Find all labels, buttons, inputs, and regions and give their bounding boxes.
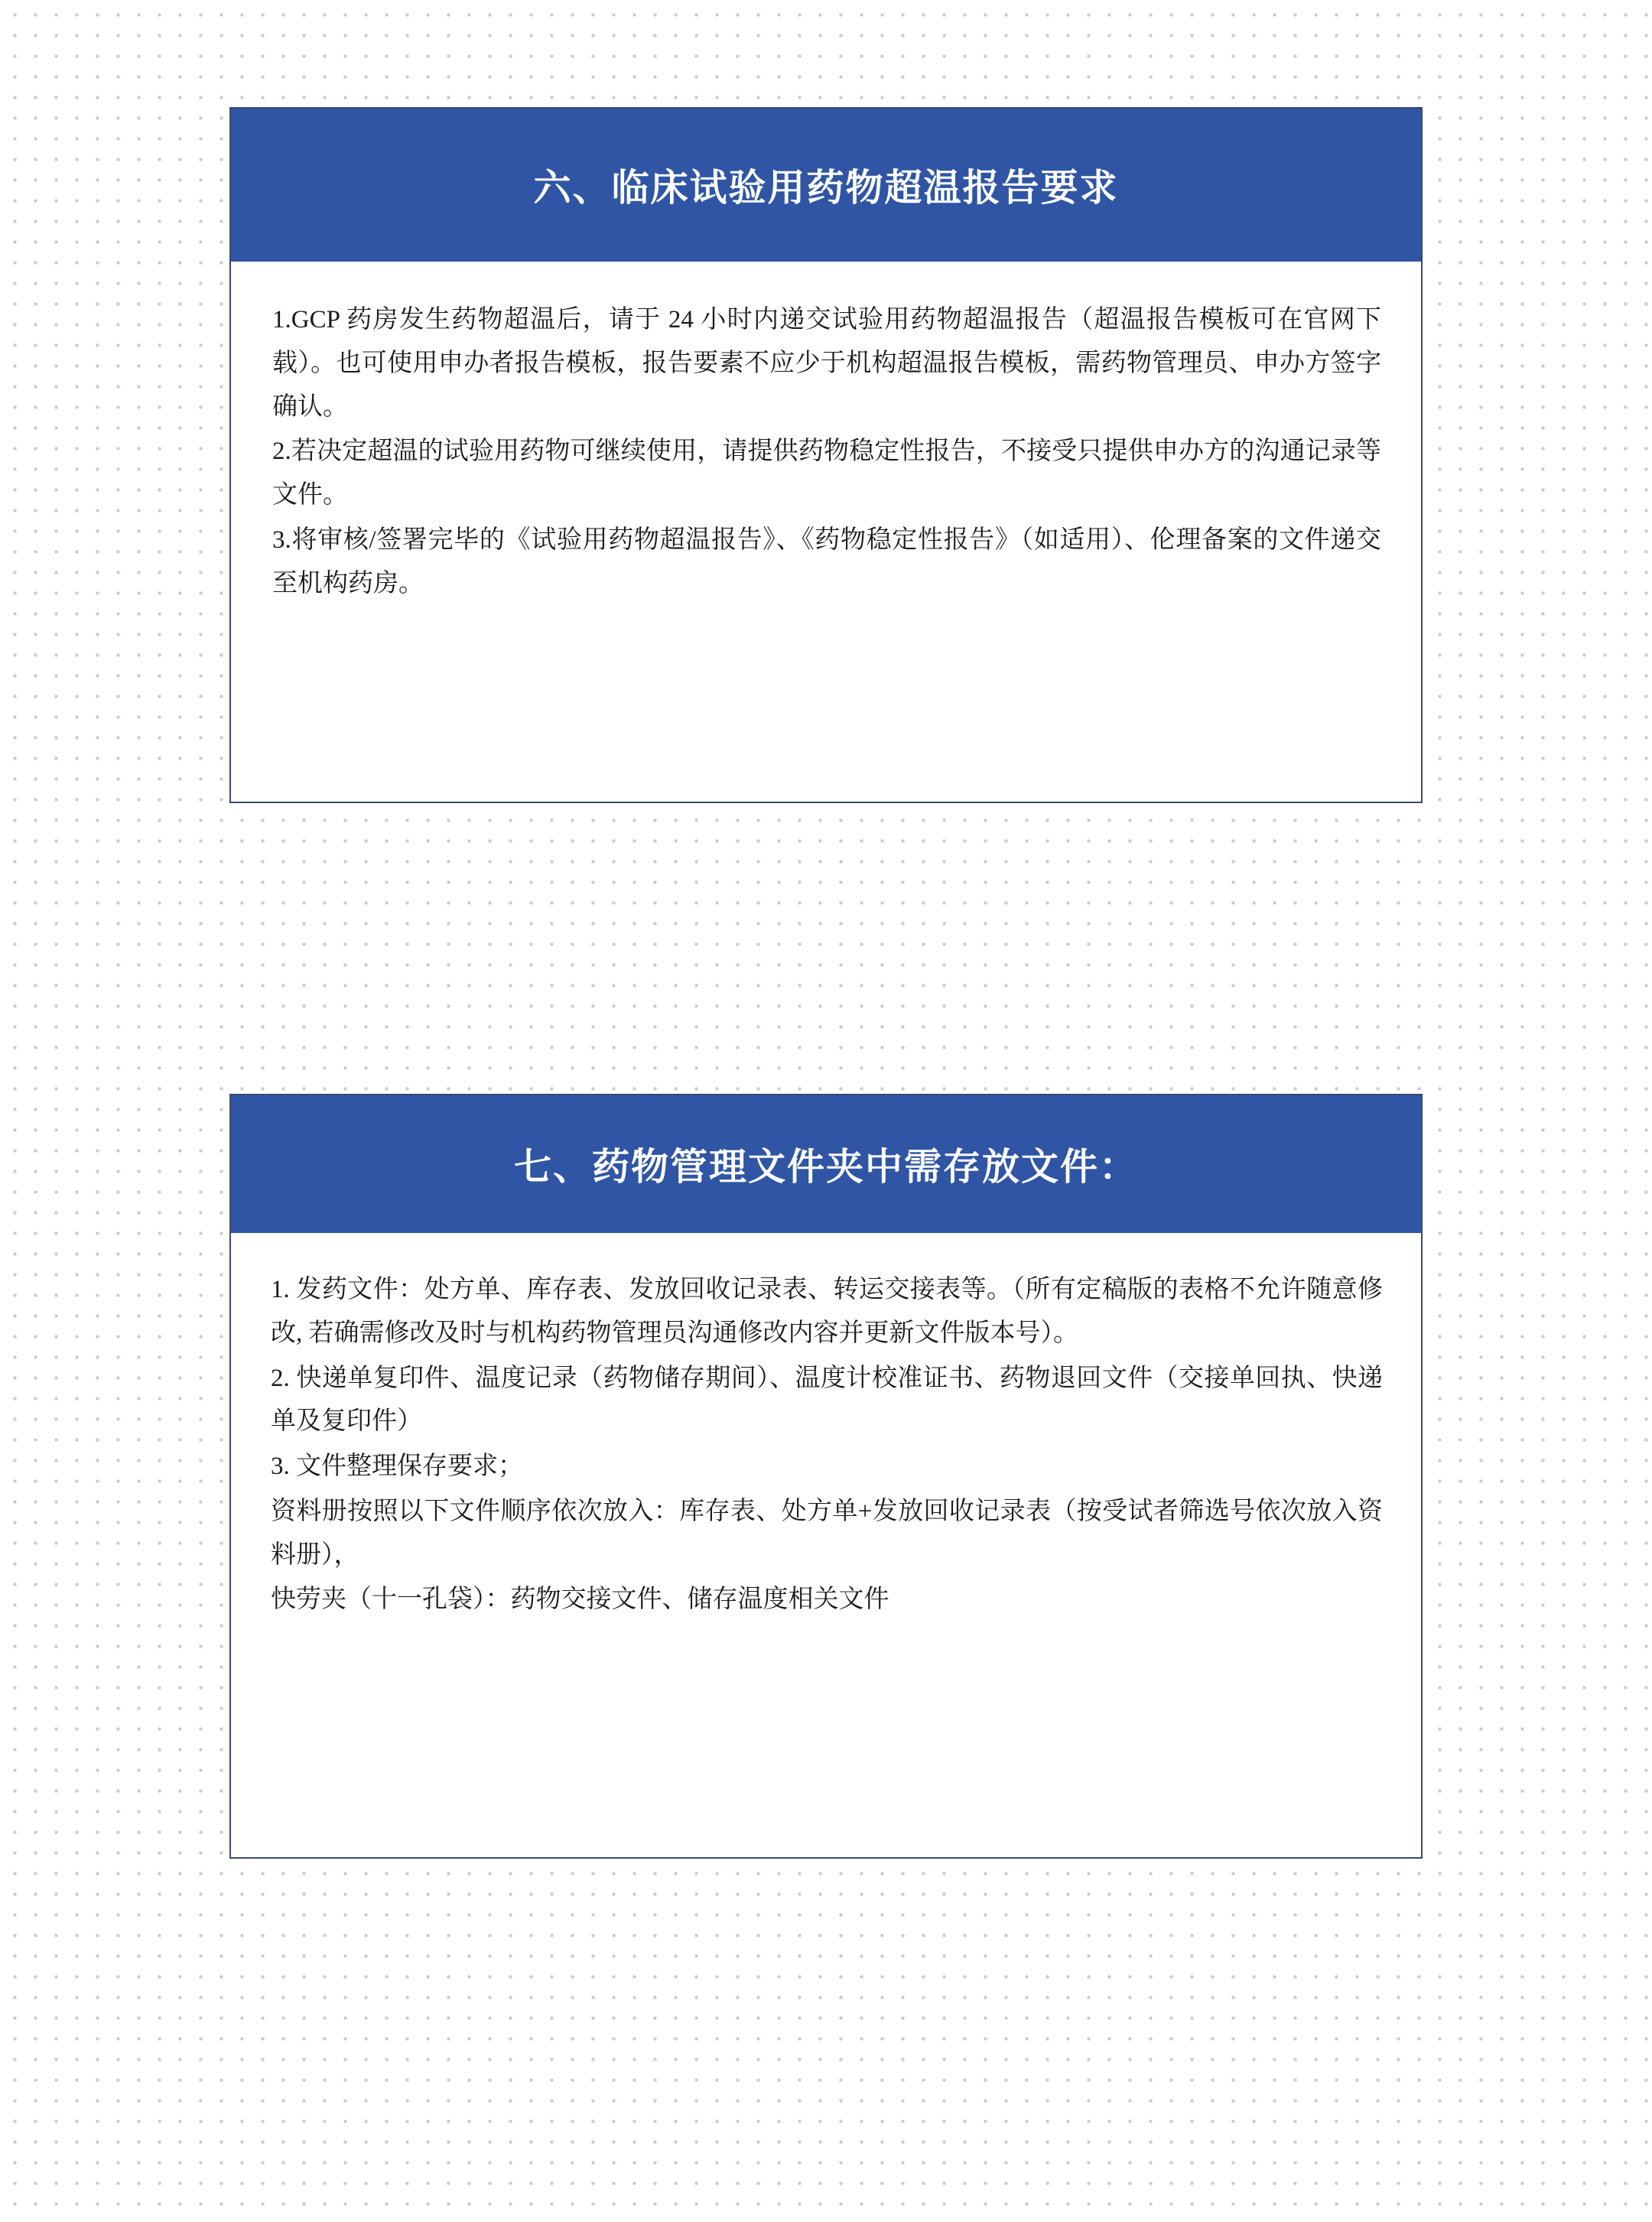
section-body-temp-report bbox=[231, 262, 1421, 620]
paragraph-item-1: 1.GCP 药房发生药物超温后，请于 24 小时内递交试验用药物超温报告（超温报告模板可在官网下载）。也可使用申办者报告模板，报告要素不应少于机构超温报告模板，需药物管理员、申办方签字确认。 bbox=[272, 306, 1381, 421]
paragraph-item-2: 2.若决定超温的试验用药物可继续使用，请提供药物稳定性报告，不接受只提供申办方的沟通记录等文件。 bbox=[272, 438, 1381, 509]
paragraph-item-3: 3. 文件整理保存要求； bbox=[271, 1453, 523, 1480]
section-title-temp-report: 六、临床试验用药物超温报告要求 bbox=[231, 109, 1421, 262]
paragraph-item-2: 2. 快递单复印件、温度记录（药物储存期间）、温度计校准证书、药物退回文件（交接单回执、快递单及复印件） bbox=[271, 1364, 1383, 1436]
section-card-temp-report bbox=[229, 107, 1423, 803]
paragraph-item-1: 1. 发药文件：处方单、库存表、发放回收记录表、转运交接表等。（所有定稿版的表格不允许随意修改, 若确需修改及时与机构药物管理员沟通修改内容并更新文件版本号）。 bbox=[271, 1276, 1383, 1347]
section-card-folder-files bbox=[229, 1094, 1423, 1859]
paragraph-item-3: 3.将审核/签署完毕的《试验用药物超温报告》、《药物稳定性报告》（如适用）、伦理备案的文件递交至机构药房。 bbox=[272, 525, 1381, 597]
paragraph-item-5: 快劳夹（十一孔袋）：药物交接文件、储存温度相关文件 bbox=[271, 1586, 889, 1614]
section-body-folder-files bbox=[231, 1233, 1421, 1637]
section-title-folder-files: 七、药物管理文件夹中需存放文件： bbox=[231, 1095, 1421, 1233]
paragraph-item-4: 资料册按照以下文件顺序依次放入：库存表、处方单+发放回收记录表（按受试者筛选号依次放入资料册）， bbox=[271, 1497, 1383, 1569]
